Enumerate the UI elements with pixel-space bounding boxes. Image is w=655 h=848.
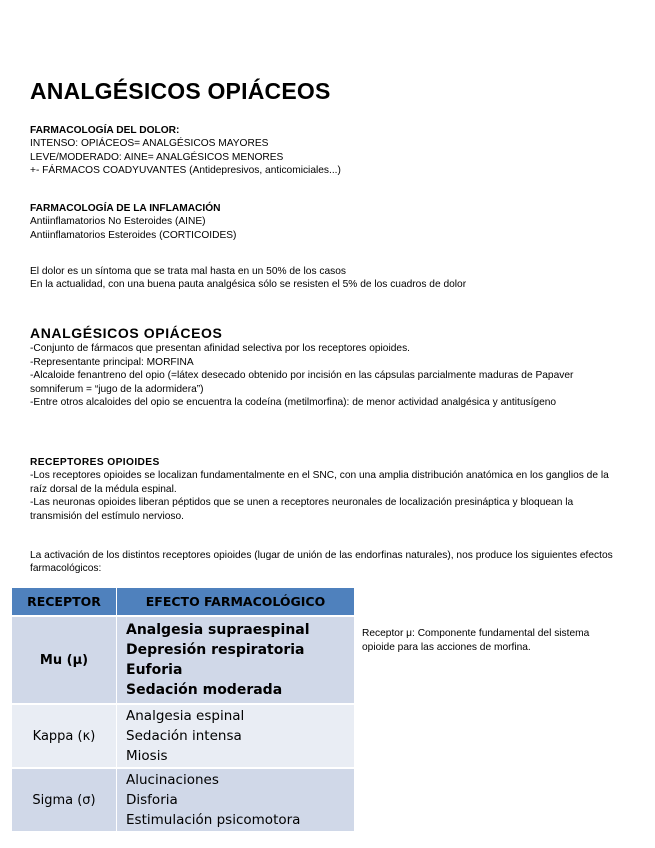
table-row [12, 616, 354, 704]
column-header-receptor: RECEPTOR [12, 588, 117, 616]
effect-item: Disforia [126, 792, 178, 808]
pain-pharmacology-section [30, 124, 630, 178]
activation-text: La activación de los distintos receptores opioides (lugar de unión de las endorfinas naturales), nos produce los siguientes efectos farmacológicos: [30, 550, 613, 575]
effects-cell [117, 616, 355, 704]
opiates-line: -Alcaloide fenantreno del opio (=látex desecado obtenido por incisión en las cápsulas parcialmente maduras de Papaver somniferum = “jugo de la adormidera”) [30, 370, 574, 395]
pain-line: LEVE/MODERADO: AINE= ANALGÉSICOS MENORES [30, 151, 284, 163]
opiates-line: -Conjunto de fármacos que presentan afinidad selectiva por los receptores opioides. [30, 343, 410, 355]
receptor-cell: Kappa (κ) [12, 704, 117, 768]
effect-item: Analgesia supraespinal [126, 622, 310, 638]
inflammation-heading: FARMACOLOGÍA DE LA INFLAMACIÓN [30, 203, 221, 214]
effect-item: Analgesia espinal [126, 708, 245, 724]
column-header-effect: EFECTO FARMACOLÓGICO [117, 588, 355, 616]
opiates-heading: ANALGÉSICOS OPIÁCEOS [30, 325, 223, 341]
effect-item: Sedación moderada [126, 682, 283, 698]
symptom-line: En la actualidad, con una buena pauta analgésica sólo se resisten el 5% de los cuadros de dolor [30, 279, 467, 291]
effect-item: Sedación intensa [126, 728, 242, 744]
effects-cell [117, 704, 355, 768]
effect-item: Miosis [126, 748, 168, 764]
receptor-effects-table [12, 588, 354, 831]
effect-item: Estimulación psicomotora [126, 812, 301, 828]
effects-cell [117, 768, 355, 831]
symptom-line: El dolor es un síntoma que se trata mal hasta en un 50% de los casos [30, 266, 346, 277]
receptors-heading: RECEPTORES OPIOIDES [30, 457, 160, 468]
inflammation-line: Antiinflamatorios No Esteroides (AINE) [30, 216, 206, 228]
table-header-row [12, 588, 354, 616]
receptors-line: -Los receptores opioides se localizan fundamentalmente en el SNC, con una amplia distribución anatómica en los ganglios de la raíz dorsal de la médula espinal. [30, 470, 609, 495]
page-title: ANALGÉSICOS OPIÁCEOS [30, 78, 331, 104]
receptors-section [30, 456, 615, 523]
table-row [12, 704, 354, 768]
activation-paragraph [30, 549, 615, 576]
effect-item: Alucinaciones [126, 772, 219, 788]
pain-line: +- FÁRMACOS COADYUVANTES (Antidepresivos, anticomiciales...) [30, 165, 341, 177]
inflammation-line: Antiinflamatorios Esteroides (CORTICOIDES) [30, 229, 237, 241]
opiates-section [30, 327, 615, 409]
effect-item: Euforia [126, 662, 183, 678]
opiates-line: -Representante principal: MORFINA [30, 356, 194, 368]
opiates-line: -Entre otros alcaloides del opio se encuentra la codeína (metilmorfina): de menor actividad analgésica y antitusígeno [30, 397, 557, 409]
receptors-line: -Las neuronas opioides liberan péptidos que se unen a receptores neuronales de localización presináptica y bloquean la transmisión del estímulo nervioso. [30, 497, 574, 522]
symptom-section [30, 265, 630, 292]
receptor-cell: Sigma (σ) [12, 768, 117, 831]
effect-item: Depresión respiratoria [126, 642, 305, 658]
table-row [12, 768, 354, 831]
pain-line: INTENSO: OPIÁCEOS= ANALGÉSICOS MAYORES [30, 138, 269, 150]
pain-heading: FARMACOLOGÍA DEL DOLOR: [30, 125, 180, 136]
inflammation-section [30, 202, 630, 242]
receptor-cell: Mu (μ) [12, 616, 117, 704]
receptor-mu-note: Receptor μ: Componente fundamental del sistema opioide para las acciones de morfina. [362, 628, 590, 653]
